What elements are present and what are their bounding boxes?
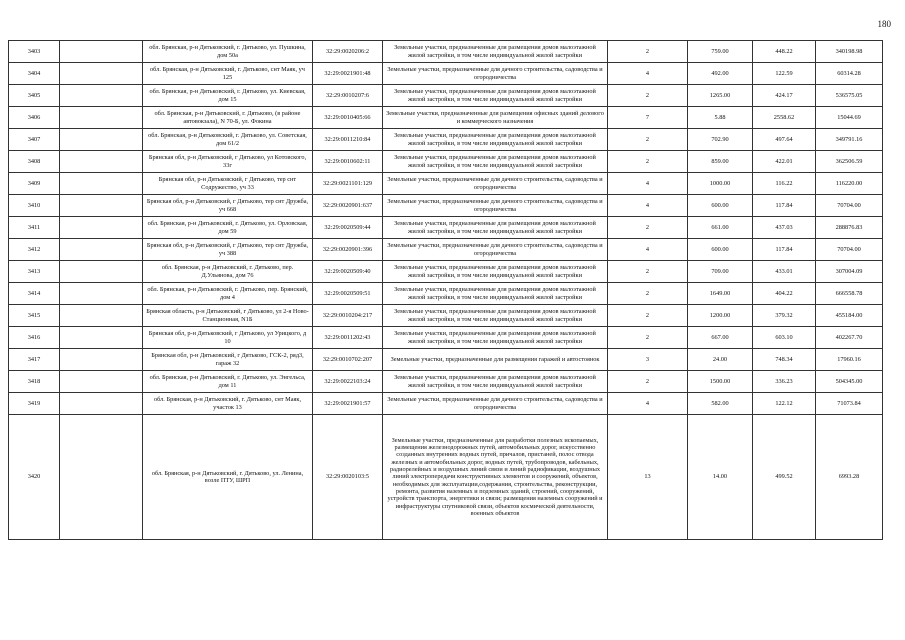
cadastral-value-cell: 6993.28 bbox=[816, 415, 883, 540]
row-number: 3417 bbox=[9, 349, 60, 371]
row-number: 3413 bbox=[9, 261, 60, 283]
use-group-cell: 3 bbox=[608, 349, 688, 371]
address-cell: Брянская область, р-н Дятьковский, г Дятьково, ул 2-я Ново-Станционная, N1Б bbox=[143, 305, 313, 327]
area-cell: 709.00 bbox=[688, 261, 753, 283]
address-cell: обл. Брянская, р-н Дятьковский, г. Дятьково, пер. Брянский, дом 4 bbox=[143, 283, 313, 305]
table-row bbox=[9, 129, 883, 151]
land-use-cell: Земельные участки, предназначенные для размещения домов малоэтажной жилой застройки, в том числе индивидуальной жилой застройки bbox=[383, 129, 608, 151]
use-group-cell: 2 bbox=[608, 151, 688, 173]
area-cell: 667.00 bbox=[688, 327, 753, 349]
empty-cell bbox=[60, 239, 143, 261]
land-use-cell: Земельные участки, предназначенные для размещения домов малоэтажной жилой застройки, в том числе индивидуальной жилой застройки bbox=[383, 283, 608, 305]
row-number: 3410 bbox=[9, 195, 60, 217]
cadastral-value-cell: 288876.83 bbox=[816, 217, 883, 239]
address-cell: обл. Брянская, р-н Дятьковский, г. Дятьково, снт Маяк, уч 125 bbox=[143, 63, 313, 85]
empty-cell bbox=[60, 173, 143, 195]
land-use-cell: Земельные участки, предназначенные для размещения офисных зданий делового и коммерческого назначения bbox=[383, 107, 608, 129]
land-use-cell: Земельные участки, предназначенные для дачного строительства, садоводства и огородничества bbox=[383, 63, 608, 85]
land-use-cell: Земельные участки, предназначенные для разработки полезных ископаемых, размещения железнодорожных путей, автомобильных дорог, искусственно созданных внутренних водных путей, причалов, пристаней, полос отвода железных и автомобильных дорог, водных путей, трубопроводов, кабельных, радиорелейных и воздушных линий связи и линий радиофикации, воздушных линий электропередачи конструктивных элементов и сооружений, объектов, необходимых для эксплуатации,содержания, строительства, реконструкции, ремонта, развития наземных и подземных зданий, строений, сооружений, устройств транспорта, энергетики и связи; размещения наземных сооружений и инфраструктуры спутниковой связи, объектов космической деятельности, военных объектов bbox=[383, 415, 608, 540]
use-group-cell: 4 bbox=[608, 393, 688, 415]
table-row bbox=[9, 393, 883, 415]
use-group-cell: 2 bbox=[608, 283, 688, 305]
land-use-cell: Земельные участки, предназначенные для размещения домов малоэтажной жилой застройки, в том числе индивидуальной жилой застройки bbox=[383, 217, 608, 239]
specific-value-cell: 116.22 bbox=[753, 173, 816, 195]
cadastral-value-cell: 60314.28 bbox=[816, 63, 883, 85]
specific-value-cell: 122.59 bbox=[753, 63, 816, 85]
area-cell: 1500.00 bbox=[688, 371, 753, 393]
use-group-cell: 4 bbox=[608, 63, 688, 85]
specific-value-cell: 117.84 bbox=[753, 195, 816, 217]
address-cell: Брянская обл, р-н Дятьковский, г Дятьково, ул Котовского, 33г bbox=[143, 151, 313, 173]
area-cell: 492.00 bbox=[688, 63, 753, 85]
use-group-cell: 4 bbox=[608, 239, 688, 261]
area-cell: 702.90 bbox=[688, 129, 753, 151]
use-group-cell: 2 bbox=[608, 129, 688, 151]
use-group-cell: 2 bbox=[608, 305, 688, 327]
table-row bbox=[9, 173, 883, 195]
cadastral-number-cell: 32:29:0020901:637 bbox=[313, 195, 383, 217]
address-cell: обл. Брянская, р-н Дятьковский, г. Дятьково, пер. Д.Ульянова, дом 76 bbox=[143, 261, 313, 283]
cadastral-number-cell: 32:29:0010204:217 bbox=[313, 305, 383, 327]
area-cell: 24.00 bbox=[688, 349, 753, 371]
empty-cell bbox=[60, 63, 143, 85]
land-use-cell: Земельные участки, предназначенные для размещения домов малоэтажной жилой застройки, в том числе индивидуальной жилой застройки bbox=[383, 41, 608, 63]
cadastral-number-cell: 32:29:0011202:43 bbox=[313, 327, 383, 349]
land-use-cell: Земельные участки, предназначенные для размещения гаражей и автостоянок bbox=[383, 349, 608, 371]
table-row bbox=[9, 261, 883, 283]
area-cell: 661.00 bbox=[688, 217, 753, 239]
cadastral-value-cell: 307004.09 bbox=[816, 261, 883, 283]
area-cell: 582.00 bbox=[688, 393, 753, 415]
row-number: 3409 bbox=[9, 173, 60, 195]
address-cell: обл. Брянская, р-н Дятьковский, г. Дятьково, ул. Советская, дом 61/2 bbox=[143, 129, 313, 151]
address-cell: обл. Брянская, р-н Дятьковский, г. Дятьково, ул. Ленина, возле ПТУ, ШРП bbox=[143, 415, 313, 540]
row-number: 3418 bbox=[9, 371, 60, 393]
cadastral-value-cell: 340198.98 bbox=[816, 41, 883, 63]
cadastral-value-cell: 17960.16 bbox=[816, 349, 883, 371]
table-row bbox=[9, 349, 883, 371]
address-cell: обл. Брянская, р-н Дятьковский, г. Дятьково, (в районе автовокзала), N 70-Б, ул. Фокина bbox=[143, 107, 313, 129]
table-row bbox=[9, 239, 883, 261]
cadastral-number-cell: 32:29:0010207:6 bbox=[313, 85, 383, 107]
land-use-cell: Земельные участки, предназначенные для дачного строительства, садоводства и огородничества bbox=[383, 239, 608, 261]
specific-value-cell: 117.84 bbox=[753, 239, 816, 261]
empty-cell bbox=[60, 393, 143, 415]
row-number: 3415 bbox=[9, 305, 60, 327]
empty-cell bbox=[60, 195, 143, 217]
row-number: 3411 bbox=[9, 217, 60, 239]
use-group-cell: 2 bbox=[608, 261, 688, 283]
use-group-cell: 2 bbox=[608, 371, 688, 393]
use-group-cell: 2 bbox=[608, 327, 688, 349]
land-use-cell: Земельные участки, предназначенные для размещения домов малоэтажной жилой застройки, в том числе индивидуальной жилой застройки bbox=[383, 261, 608, 283]
area-cell: 759.00 bbox=[688, 41, 753, 63]
specific-value-cell: 336.23 bbox=[753, 371, 816, 393]
row-number: 3403 bbox=[9, 41, 60, 63]
row-number: 3414 bbox=[9, 283, 60, 305]
cadastral-number-cell: 32:29:0020509:40 bbox=[313, 261, 383, 283]
land-use-cell: Земельные участки, предназначенные для дачного строительства, садоводства и огородничества bbox=[383, 173, 608, 195]
address-cell: обл. Брянская, р-н Дятьковский, г. Дятьково, ул. Пушкина, дом 50а bbox=[143, 41, 313, 63]
cadastral-value-cell: 71073.84 bbox=[816, 393, 883, 415]
specific-value-cell: 433.01 bbox=[753, 261, 816, 283]
area-cell: 600.00 bbox=[688, 195, 753, 217]
cadastral-number-cell: 32:29:0010702:207 bbox=[313, 349, 383, 371]
cadastral-number-cell: 32:29:0020509:51 bbox=[313, 283, 383, 305]
address-cell: Брянская обл, р-н Дятьковский, г Дятьково, тер снт Содружество, уч 33 bbox=[143, 173, 313, 195]
use-group-cell: 2 bbox=[608, 217, 688, 239]
specific-value-cell: 499.52 bbox=[753, 415, 816, 540]
table-row bbox=[9, 283, 883, 305]
cadastral-value-cell: 455184.00 bbox=[816, 305, 883, 327]
table-row bbox=[9, 41, 883, 63]
row-number: 3407 bbox=[9, 129, 60, 151]
cadastral-value-cell: 362506.59 bbox=[816, 151, 883, 173]
cadastral-number-cell: 32:29:0010405:66 bbox=[313, 107, 383, 129]
empty-cell bbox=[60, 349, 143, 371]
row-number: 3419 bbox=[9, 393, 60, 415]
table-row bbox=[9, 217, 883, 239]
cadastral-number-cell: 32:29:0021901:48 bbox=[313, 63, 383, 85]
specific-value-cell: 437.03 bbox=[753, 217, 816, 239]
table-body bbox=[9, 41, 883, 540]
empty-cell bbox=[60, 283, 143, 305]
area-cell: 1200.00 bbox=[688, 305, 753, 327]
specific-value-cell: 448.22 bbox=[753, 41, 816, 63]
specific-value-cell: 404.22 bbox=[753, 283, 816, 305]
page-number: 180 bbox=[877, 19, 891, 29]
cadastral-number-cell: 32:29:0021901:57 bbox=[313, 393, 383, 415]
cadastral-value-cell: 15044.69 bbox=[816, 107, 883, 129]
empty-cell bbox=[60, 107, 143, 129]
land-use-cell: Земельные участки, предназначенные для размещения домов малоэтажной жилой застройки, в том числе индивидуальной жилой застройки bbox=[383, 305, 608, 327]
empty-cell bbox=[60, 41, 143, 63]
land-use-cell: Земельные участки, предназначенные для размещения домов малоэтажной жилой застройки, в том числе индивидуальной жилой застройки bbox=[383, 85, 608, 107]
row-number: 3406 bbox=[9, 107, 60, 129]
address-cell: Брянская обл, р-н Дятьковский, г Дятьково, ГСК-2, ряд3, гараж 32 bbox=[143, 349, 313, 371]
land-use-cell: Земельные участки, предназначенные для дачного строительства, садоводства и огородничества bbox=[383, 195, 608, 217]
land-use-cell: Земельные участки, предназначенные для размещения домов малоэтажной жилой застройки, в том числе индивидуальной жилой застройки bbox=[383, 371, 608, 393]
cadastral-value-cell: 70704.00 bbox=[816, 195, 883, 217]
empty-cell bbox=[60, 85, 143, 107]
row-number: 3416 bbox=[9, 327, 60, 349]
use-group-cell: 2 bbox=[608, 85, 688, 107]
cadastral-number-cell: 32:29:0021101:129 bbox=[313, 173, 383, 195]
area-cell: 5.88 bbox=[688, 107, 753, 129]
empty-cell bbox=[60, 371, 143, 393]
specific-value-cell: 748.34 bbox=[753, 349, 816, 371]
land-use-cell: Земельные участки, предназначенные для дачного строительства, садоводства и огородничества bbox=[383, 393, 608, 415]
cadastral-value-cell: 349791.16 bbox=[816, 129, 883, 151]
cadastral-value-cell: 536575.05 bbox=[816, 85, 883, 107]
specific-value-cell: 122.12 bbox=[753, 393, 816, 415]
cadastral-number-cell: 32:29:0020206:2 bbox=[313, 41, 383, 63]
row-number: 3412 bbox=[9, 239, 60, 261]
table-row bbox=[9, 151, 883, 173]
empty-cell bbox=[60, 305, 143, 327]
address-cell: Брянская обл, р-н Дятьковский, г Дятьково, тер снт Дружба, уч 388 bbox=[143, 239, 313, 261]
use-group-cell: 2 bbox=[608, 41, 688, 63]
empty-cell bbox=[60, 261, 143, 283]
cadastral-number-cell: 32:29:0022103:24 bbox=[313, 371, 383, 393]
empty-cell bbox=[60, 327, 143, 349]
table-row bbox=[9, 85, 883, 107]
use-group-cell: 13 bbox=[608, 415, 688, 540]
specific-value-cell: 379.32 bbox=[753, 305, 816, 327]
cadastral-number-cell: 32:29:0020103:5 bbox=[313, 415, 383, 540]
row-number: 3404 bbox=[9, 63, 60, 85]
cadastral-value-cell: 116220.00 bbox=[816, 173, 883, 195]
cadastral-number-cell: 32:29:0020901:396 bbox=[313, 239, 383, 261]
area-cell: 600.00 bbox=[688, 239, 753, 261]
table-row bbox=[9, 63, 883, 85]
use-group-cell: 4 bbox=[608, 195, 688, 217]
row-number: 3408 bbox=[9, 151, 60, 173]
specific-value-cell: 603.10 bbox=[753, 327, 816, 349]
specific-value-cell: 422.01 bbox=[753, 151, 816, 173]
area-cell: 1000.00 bbox=[688, 173, 753, 195]
area-cell: 859.00 bbox=[688, 151, 753, 173]
specific-value-cell: 2558.62 bbox=[753, 107, 816, 129]
row-number: 3420 bbox=[9, 415, 60, 540]
cadastral-value-cell: 504345.00 bbox=[816, 371, 883, 393]
empty-cell bbox=[60, 129, 143, 151]
specific-value-cell: 424.17 bbox=[753, 85, 816, 107]
address-cell: обл. Брянская, р-н Дятьковский, г. Дятьково, ул. Киевская, дом 15 bbox=[143, 85, 313, 107]
table-row bbox=[9, 327, 883, 349]
table-row bbox=[9, 107, 883, 129]
table-row bbox=[9, 415, 883, 540]
cadastral-number-cell: 32:29:0011210:84 bbox=[313, 129, 383, 151]
address-cell: Брянская обл, р-н Дятьковский, г Дятьково, тер снт Дружба, уч 668 bbox=[143, 195, 313, 217]
area-cell: 1649.00 bbox=[688, 283, 753, 305]
table-row bbox=[9, 371, 883, 393]
use-group-cell: 7 bbox=[608, 107, 688, 129]
land-use-cell: Земельные участки, предназначенные для размещения домов малоэтажной жилой застройки, в том числе индивидуальной жилой застройки bbox=[383, 151, 608, 173]
address-cell: обл. Брянская, р-н Дятьковский, г. Дятьково, ул. Орловская, дом 59 bbox=[143, 217, 313, 239]
cadastral-number-cell: 32:29:0010602:11 bbox=[313, 151, 383, 173]
use-group-cell: 4 bbox=[608, 173, 688, 195]
land-use-cell: Земельные участки, предназначенные для размещения домов малоэтажной жилой застройки, в том числе индивидуальной жилой застройки bbox=[383, 327, 608, 349]
area-cell: 1265.00 bbox=[688, 85, 753, 107]
cadastral-value-cell: 666558.78 bbox=[816, 283, 883, 305]
cadastral-value-table bbox=[8, 40, 883, 540]
address-cell: обл. Брянская, р-н Дятьковский, г. Дятьково, снт Маяк, участок 13 bbox=[143, 393, 313, 415]
address-cell: Брянская обл, р-н Дятьковский, г Дятьково, ул Урицкого, д 10 bbox=[143, 327, 313, 349]
area-cell: 14.00 bbox=[688, 415, 753, 540]
table-row bbox=[9, 195, 883, 217]
cadastral-value-cell: 402267.70 bbox=[816, 327, 883, 349]
address-cell: обл. Брянская, р-н Дятьковский, г. Дятьково, ул. Энгельса, дом 11 bbox=[143, 371, 313, 393]
cadastral-number-cell: 32:29:0020509:44 bbox=[313, 217, 383, 239]
specific-value-cell: 497.64 bbox=[753, 129, 816, 151]
empty-cell bbox=[60, 415, 143, 540]
row-number: 3405 bbox=[9, 85, 60, 107]
empty-cell bbox=[60, 217, 143, 239]
cadastral-value-cell: 70704.00 bbox=[816, 239, 883, 261]
table-row bbox=[9, 305, 883, 327]
empty-cell bbox=[60, 151, 143, 173]
